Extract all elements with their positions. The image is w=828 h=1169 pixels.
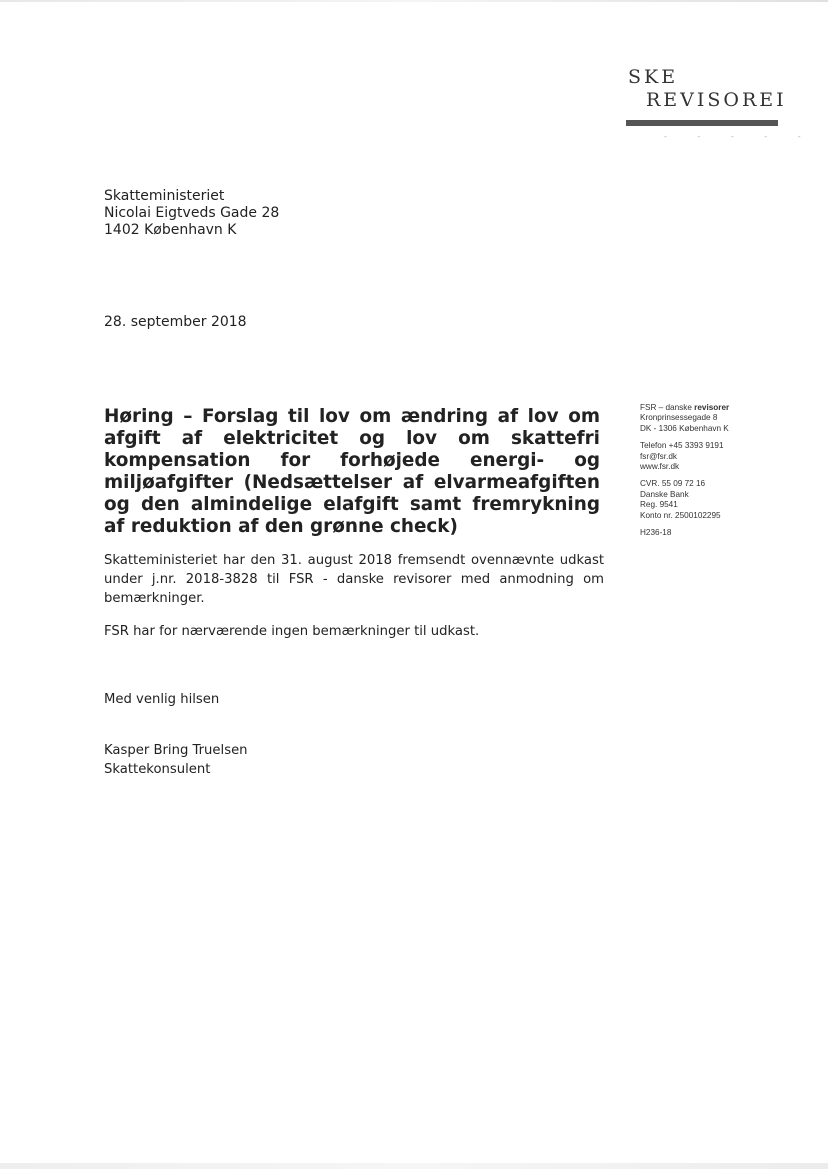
logo-line-2: REVISOREI	[646, 89, 787, 111]
sender-street: Kronprinsessegade 8	[640, 413, 718, 423]
sender-reg: Reg. 9541	[640, 500, 678, 510]
paragraph-2: FSR har for nærværende ingen bemærkninger til udkast.	[104, 624, 480, 639]
paragraph-1: Skatteministeriet har den 31. august 2018 fremsendt ovennævnte udkast under j.nr. 2018-3828 til FSR - danske revisorer med anmodning om bemærkninger.	[104, 553, 604, 606]
signature-block	[104, 741, 248, 779]
signature-role: Skattekonsulent	[104, 762, 211, 777]
sender-web: www.fsr.dk	[640, 462, 680, 472]
logo-line-1: SKE	[628, 66, 679, 88]
sender-cvr: CVR. 55 09 72 16	[640, 479, 706, 489]
sender-address-group	[640, 403, 780, 434]
sender-info-sidebar	[640, 403, 780, 545]
letter-title: Høring – Forslag til lov om ændring af lov om afgift af elektricitet og lov om skattefri kompensation for forhøjede energi- og miljøafgifter (Nedsættelser af elvarmeafgiften og den almindelige elafgift samt fremrykning af reduktion af den grønne check)	[104, 406, 600, 537]
logo-bar	[626, 120, 778, 126]
sender-org-prefix: FSR – danske	[640, 403, 695, 412]
sender-email: fsr@fsr.dk	[640, 451, 677, 461]
scan-edge-bottom	[0, 1163, 828, 1169]
sender-bank: Danske Bank	[640, 489, 689, 499]
letter-date: 28. september 2018	[104, 314, 247, 330]
recipient-city: 1402 København K	[104, 222, 237, 238]
recipient-address	[104, 188, 279, 239]
signature-name: Kasper Bring Truelsen	[104, 743, 248, 758]
sender-account: Konto nr. 2500102295	[640, 510, 721, 520]
sender-org	[640, 403, 780, 413]
sender-phone: Telefon +45 3393 9191	[640, 441, 724, 451]
sender-bank-group	[640, 479, 780, 521]
scan-edge-top	[0, 0, 828, 2]
sender-reference: H236-18	[640, 528, 672, 538]
recipient-name: Skatteministeriet	[104, 188, 225, 204]
closing-phrase: Med venlig hilsen	[104, 692, 220, 707]
sender-org-bold: revisorer	[694, 403, 730, 412]
sender-city: DK - 1306 København K	[640, 423, 729, 433]
logo-dots: - - - - -	[664, 132, 815, 141]
sender-ref-group	[640, 528, 780, 538]
fsr-logo	[620, 64, 815, 144]
recipient-street: Nicolai Eigtveds Gade 28	[104, 205, 280, 221]
sender-contact-group	[640, 441, 780, 472]
